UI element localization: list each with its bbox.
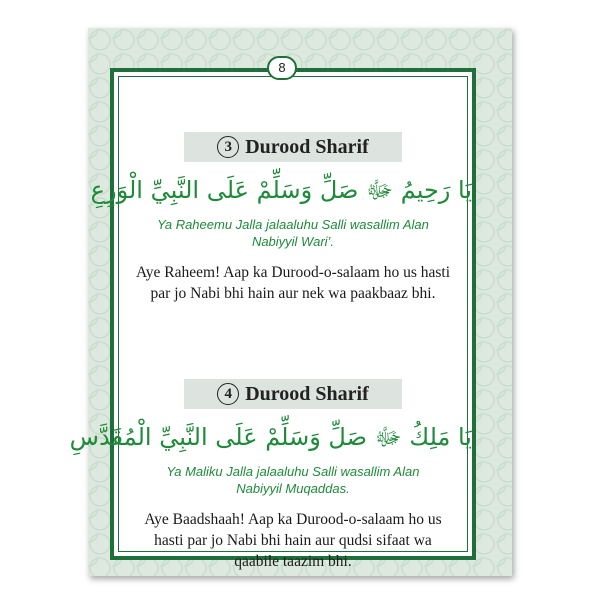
meaning-text: Aye Baadshaah! Aap ka Durood-o-salaam ho us hasti par jo Nabi bhi hain aur qudsi sifaat wa qaabile taazim bhi.: [144, 511, 442, 570]
section-title: Durood Sharif: [245, 382, 369, 405]
section-number-badge: 3: [217, 136, 239, 158]
transliteration-text: Ya Maliku Jalla jalaaluhu Salli wasallim Alan Nabiyyil Muqaddas.: [166, 464, 420, 496]
meaning-text: Aye Raheem! Aap ka Durood-o-salaam ho us hasti par jo Nabi bhi hain aur nek wa paakbaaz bhi.: [135, 264, 451, 302]
durood-section-3: [90, 132, 472, 304]
durood-section-4: [69, 379, 472, 572]
section-number-badge: 4: [217, 383, 239, 405]
book-page: [69, 28, 512, 576]
arabic-text: يَا رَحِيمُ ﷻ صَلِّ وَسَلِّمْ عَلَى النَّبِيِّ الْوَرِعِ: [90, 176, 472, 204]
section-heading: [184, 132, 402, 162]
section-title: Durood Sharif: [245, 135, 369, 158]
page-number: 8: [267, 56, 297, 80]
content-frame: [69, 68, 476, 570]
section-heading: [184, 379, 402, 409]
arabic-text: يَا مَلِكُ ﷻ صَلِّ وَسَلِّمْ عَلَى النَّبِيِّ الْمُقَدَّسِ: [69, 423, 472, 451]
transliteration-text: Ya Raheemu Jalla jalaaluhu Salli wasallim Alan Nabiyyil Wari’.: [157, 217, 429, 249]
